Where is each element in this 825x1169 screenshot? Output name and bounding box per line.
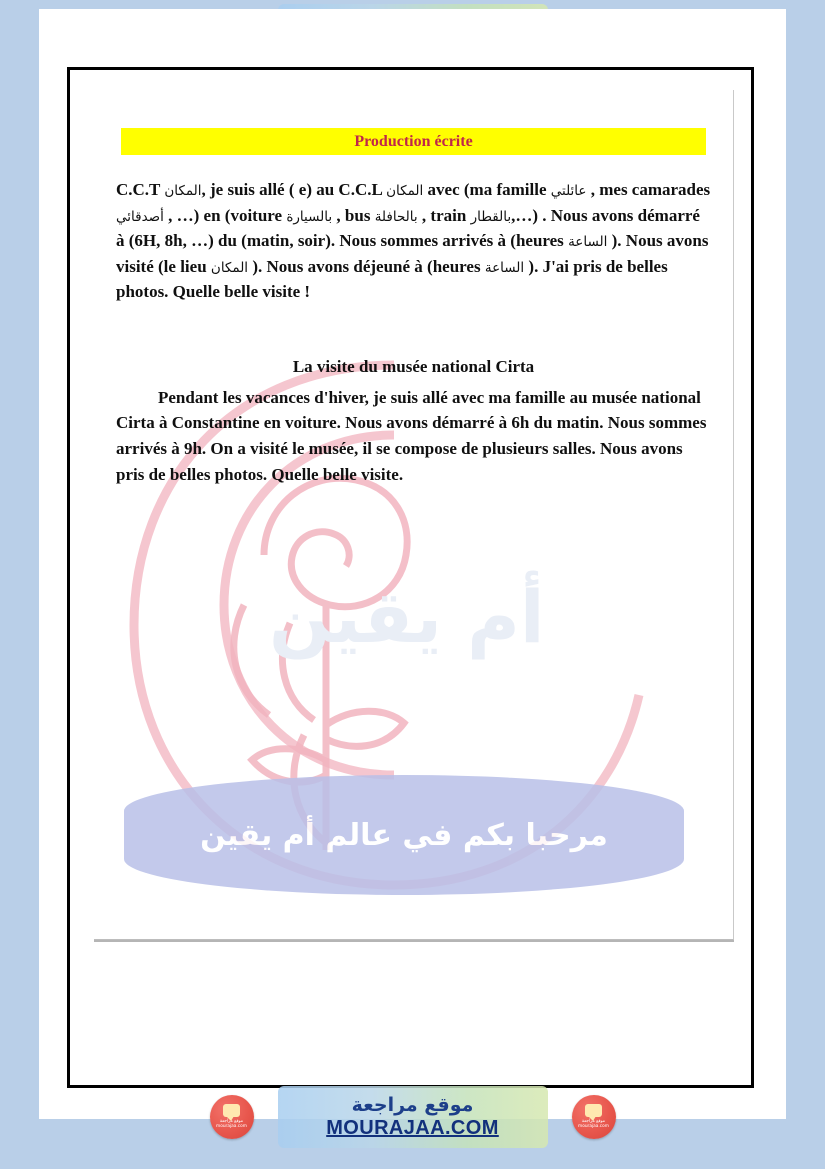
prompt-paragraph — [116, 177, 711, 305]
exam-frame — [67, 67, 754, 1088]
prompt-french-text: , mes camarades — [586, 180, 711, 199]
page-sheet — [39, 9, 786, 1119]
section-title-bar — [121, 128, 706, 155]
prompt-arabic-term: المكان — [210, 259, 249, 276]
worksheet-content — [94, 90, 733, 488]
prompt-french-text: ). Nous avons visité (le lieu — [116, 231, 709, 276]
bottom-divider — [94, 940, 734, 942]
prompt-arabic-term: الساعة — [568, 234, 608, 250]
brand-logo-caption: موقع مراجعة mourajaa.com — [578, 1119, 609, 1129]
section-title: Production écrite — [354, 132, 473, 150]
prompt-french-text: ). Nous avons déjeuné à (heures — [248, 256, 485, 276]
prompt-arabic-term: المكان — [386, 183, 424, 199]
brand-arabic-title: موقع مراجعة — [351, 1094, 474, 1117]
worksheet-area — [94, 90, 734, 940]
prompt-arabic-term: عائلتي — [550, 183, 587, 199]
prompt-french-text: C.C.T — [116, 180, 165, 199]
watermark-arabic-text: أم يقين — [269, 575, 545, 659]
prompt-french-text: avec (ma famille — [423, 180, 551, 199]
prompt-arabic-term: أصدقائي — [116, 208, 164, 225]
prompt-french-text: ,…) . Nous avons démarré à (6H, 8h, …) du (matin, soir). Nous sommes arrivés à (heures — [116, 205, 700, 250]
watermark-ribbon — [124, 775, 684, 895]
brand-url[interactable]: MOURAJAA.COM — [326, 1116, 499, 1139]
prompt-french-text: , je suis allé ( e) au C.C.L — [201, 180, 387, 199]
brand-logo-caption: موقع مراجعة mourajaa.com — [216, 1119, 247, 1129]
model-text-title: La visite du musée national Cirta — [292, 356, 535, 376]
prompt-french-text: , …) en (voiture — [163, 205, 287, 225]
prompt-french-text: , train — [417, 205, 471, 225]
prompt-arabic-term: بالقطار — [470, 208, 512, 225]
prompt-arabic-term: الساعة — [484, 259, 525, 276]
model-text-paragraph: Pendant les vacances d'hiver, je suis allé avec ma famille au musée national Cirta à Constantine en voiture. Nous avons démarré à 6h du matin. Nous sommes arrivés à 9h. On a visité le musée, il se compose de plusieurs salles. Nous avons pris de belles photos. Quelle belle visite. — [116, 387, 707, 484]
prompt-arabic-term: المكان — [164, 183, 202, 199]
prompt-french-text: , bus — [332, 205, 375, 225]
prompt-arabic-term: بالحافلة — [374, 208, 418, 225]
prompt-arabic-term: بالسيارة — [286, 208, 333, 225]
prompt-french-text: ). J'ai pris de belles photos. Quelle belle visite ! — [116, 256, 668, 301]
watermark-ribbon-text: مرحبا بكم في عالم أم يقين — [200, 817, 608, 853]
